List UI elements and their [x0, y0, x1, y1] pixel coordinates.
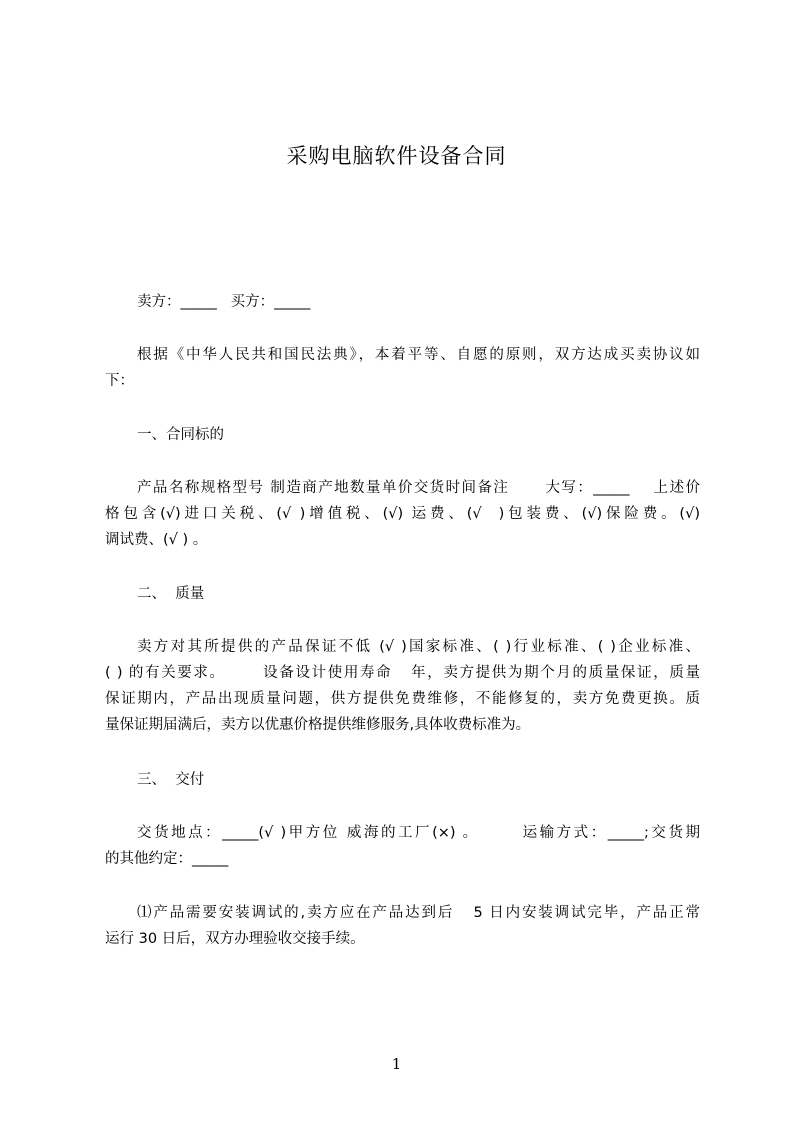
- section-2-line-4: 量保证期届满后，卖方以优惠价格提供维修服务,具体收费标准为。: [105, 717, 531, 733]
- section-3-line-1: 交货地点：_____(√ )甲方位 威海的工厂(×) 。 运输方式：_____;交货期: [137, 825, 700, 841]
- section-1-line-1: 产品名称规格型号 制造商产地数量单价交货时间备注 大写：_____ 上述价: [137, 480, 700, 496]
- section-3-line-2: 的其他约定：_____: [105, 851, 229, 867]
- section-2-heading: 二、 质量: [137, 586, 205, 602]
- section-1-line-2: 格包含(√)进口关税、(√ )增值税、(√) 运费、(√ )包装费、(√)保险费。(√): [105, 506, 700, 522]
- section-1-heading: 一、合同标的: [137, 427, 224, 443]
- preamble-line-1: 根据《中华人民共和国民法典》，本着平等、自愿的原则，双方达成买卖协议如: [137, 347, 700, 363]
- preamble-line-2: 下：: [105, 373, 134, 389]
- section-2-line-3: 保证期内，产品出现质量问题，供方提供免费维修，不能修复的，卖方免费更换。质: [105, 691, 700, 707]
- parties-line: 卖方：_____ 买方：_____: [137, 294, 311, 310]
- section-3-heading: 三、 交付: [137, 772, 205, 788]
- clause-1-line-2: 运行 30 日后，双方办理验收交接手续。: [105, 931, 365, 947]
- section-1-line-3: 调试费、(√ ) 。: [105, 532, 208, 548]
- section-2-line-1: 卖方对其所提供的产品保证不低 (√ )国家标准、( )行业标准、( )企业标准、: [137, 639, 700, 655]
- section-2-line-2: ( ) 的有关要求。 设备设计使用寿命 年，卖方提供为期个月的质量保证，质量: [105, 665, 700, 681]
- page-number: 1: [391, 1055, 402, 1073]
- clause-1-line-1: ⑴产品需要安装调试的,卖方应在产品达到后 5 日内安装调试完毕，产品正常: [137, 905, 700, 921]
- document-title: 采购电脑软件设备合同: [286, 144, 507, 168]
